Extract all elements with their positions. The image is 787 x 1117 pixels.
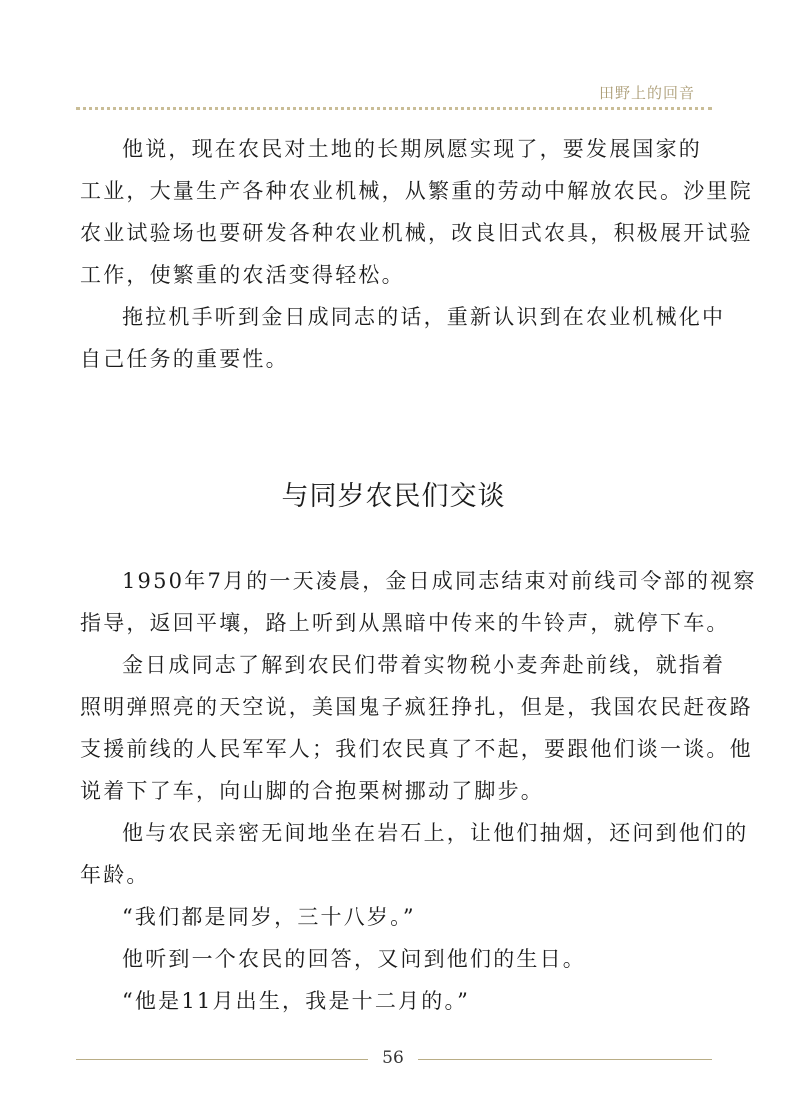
paragraph-line: 支援前线的人民军军人；我们农民真了不起，要跟他们谈一谈。他 (80, 737, 753, 761)
footer-rule-left (76, 1059, 368, 1060)
paragraph-line: 他听到一个农民的回答，又问到他们的生日。 (122, 947, 586, 971)
paragraph-line: 农业试验场也要研发各种农业机械，改良旧式农具，积极展开试验 (80, 221, 753, 245)
header-dotted-rule (76, 107, 712, 110)
paragraph-1 (80, 128, 753, 296)
paragraph-line: 拖拉机手听到金日成同志的话，重新认识到在农业机械化中 (122, 305, 726, 329)
page-number: 56 (382, 1048, 404, 1068)
section-title: 与同岁农民们交谈 (281, 481, 506, 512)
paragraph-line: 照明弹照亮的天空说，美国鬼子疯狂挣扎，但是，我国农民赶夜路 (80, 695, 753, 719)
paragraph-line: 1950年7月的一天凌晨，金日成同志结束对前线司令部的视察 (122, 569, 757, 593)
paragraph-line: 他说，现在农民对土地的长期夙愿实现了，要发展国家的 (122, 137, 702, 161)
paragraph-line: 年龄。 (80, 863, 150, 887)
paragraph-line: 工作，使繁重的农活变得轻松。 (80, 263, 405, 287)
paragraph-2 (80, 296, 726, 380)
footer-rule-right (418, 1059, 712, 1060)
paragraph-line: “我们都是同岁，三十八岁。” (122, 905, 416, 929)
paragraph-5 (80, 812, 749, 896)
paragraph-line: 金日成同志了解到农民们带着实物税小麦奔赴前线，就指着 (122, 653, 726, 677)
paragraph-line: 指导，返回平壤，路上听到从黑暗中传来的牛铃声，就停下车。 (80, 611, 730, 635)
paragraph-6 (80, 896, 720, 938)
paragraph-line: “他是11月出生，我是十二月的。” (122, 989, 471, 1013)
paragraph-line: 他与农民亲密无间地坐在岩石上，让他们抽烟，还问到他们的 (122, 821, 749, 845)
paragraph-8 (80, 980, 720, 1022)
paragraph-line: 说着下了车，向山脚的合抱栗树挪动了脚步。 (80, 779, 544, 803)
running-header-title: 田野上的回音 (598, 84, 695, 102)
paragraph-3 (80, 560, 757, 644)
paragraph-7 (80, 938, 720, 980)
paragraph-line: 自己任务的重要性。 (80, 347, 289, 371)
paragraph-4 (80, 644, 753, 812)
paragraph-line: 工业，大量生产各种农业机械，从繁重的劳动中解放农民。沙里院 (80, 179, 753, 203)
